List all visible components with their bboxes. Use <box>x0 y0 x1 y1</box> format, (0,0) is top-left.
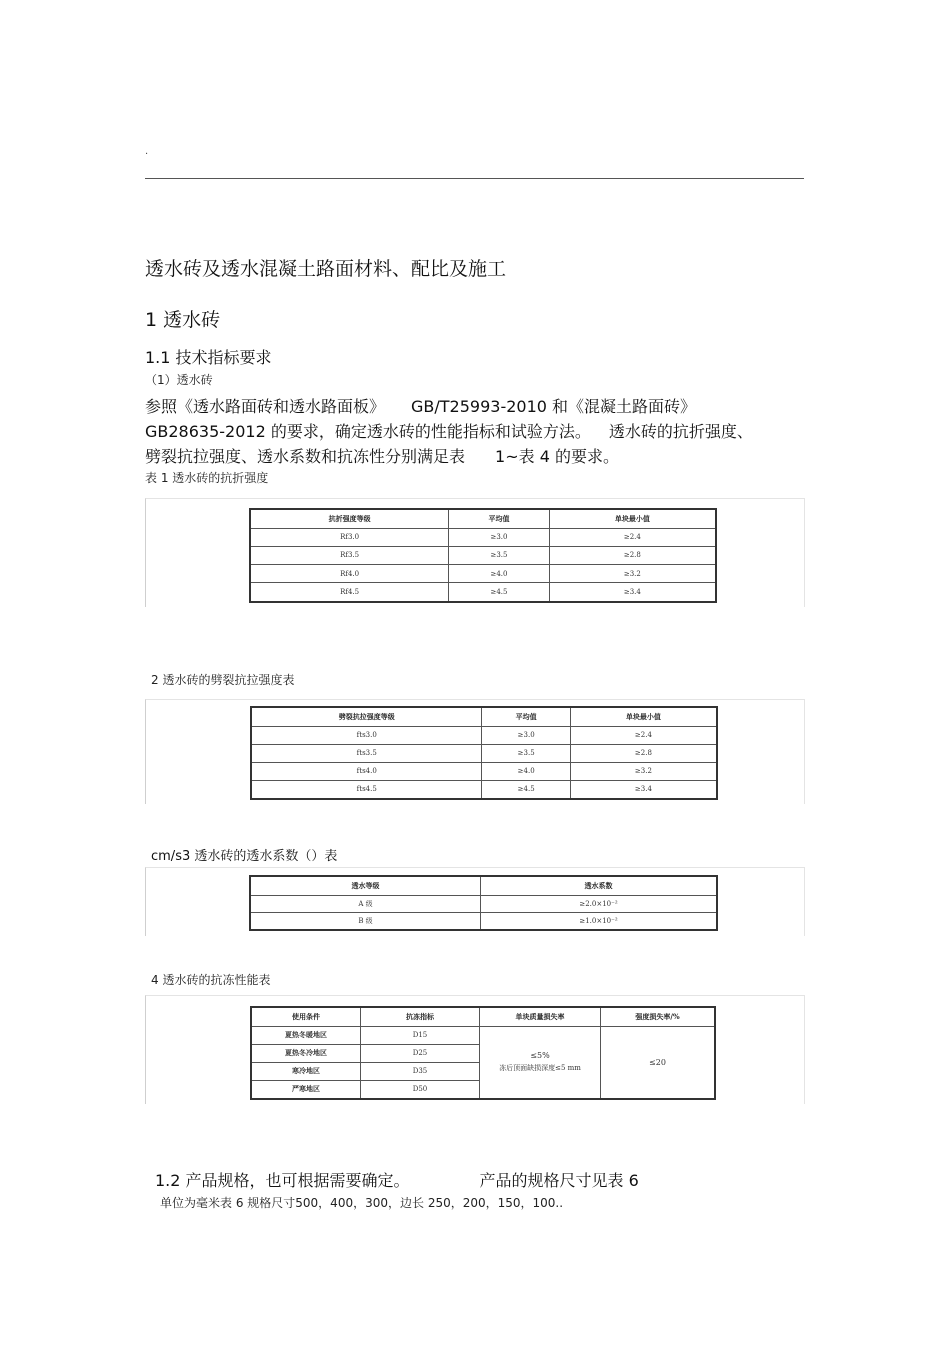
table-cell: fts4.0 <box>251 762 482 780</box>
table-cell: 寒冷地区 <box>251 1062 361 1080</box>
table-2-caption: 2 透水砖的劈裂抗拉强度表 <box>151 673 295 687</box>
paragraph-line-3-b: 1~表 4 的要求。 <box>495 447 619 466</box>
mass-loss-cell <box>480 1026 601 1099</box>
table-cell: ≥4.5 <box>449 583 550 602</box>
table-cell: ≥3.0 <box>449 528 550 546</box>
table-row <box>250 895 717 912</box>
doc-title: 透水砖及透水混凝土路面材料、配比及施工 <box>145 258 507 280</box>
spec-unit: 单位为毫米 <box>160 1196 221 1210</box>
table-cell: ≥2.8 <box>570 744 717 762</box>
table-2-header: 劈裂抗拉强度等级 <box>251 707 482 726</box>
paragraph-line-1-b: GB/T25993-2010 和《混凝土路面砖》 <box>411 397 697 416</box>
paragraph-line-3-a: 劈裂抗拉强度、透水系数和抗冻性分别满足表 <box>145 447 466 466</box>
header-dot: . <box>145 146 149 157</box>
table-row <box>250 528 716 546</box>
table-cell: Rf4.5 <box>250 583 449 602</box>
table-cell: ≥3.2 <box>549 564 716 582</box>
paragraph-line-2-b: 透水砖的抗折强度、 <box>608 422 753 441</box>
table-row <box>251 726 717 744</box>
table-1-header: 平均值 <box>449 509 550 528</box>
item-1-label: （1）透水砖 <box>145 373 213 387</box>
table-2-header: 单块最小值 <box>570 707 717 726</box>
mass-loss-value: ≤5% <box>530 1051 550 1061</box>
table-1 <box>249 508 717 603</box>
section-1-2-heading: 1.2 产品规格，也可根据需要确定。 <box>155 1171 410 1190</box>
table-cell: B 级 <box>250 912 481 930</box>
table-3 <box>249 875 718 931</box>
paragraph-line-2 <box>145 419 753 442</box>
table-row <box>251 1026 715 1044</box>
table-1-header: 单块最小值 <box>549 509 716 528</box>
spec-table-ref: 表 6 规格尺寸 <box>220 1196 296 1210</box>
table-cell: ≥3.4 <box>570 780 717 799</box>
paragraph-line-3 <box>145 444 619 467</box>
table-row <box>251 762 717 780</box>
paragraph-line-1-a: 参照《透水路面砖和透水路面板》 <box>145 397 386 416</box>
table-row <box>250 564 716 582</box>
table-4-caption: 4 透水砖的抗冻性能表 <box>151 973 271 987</box>
spec-values-a: 500，400，300，边 <box>295 1196 412 1210</box>
table-4 <box>250 1006 716 1100</box>
table-cell: ≥2.4 <box>549 528 716 546</box>
paragraph-line-2-a: GB28635-2012 的要求，确定透水砖的性能指标和试验方法。 <box>145 422 591 441</box>
table-cell: D35 <box>361 1062 480 1080</box>
table-row <box>251 780 717 799</box>
section-1-heading: 1 透水砖 <box>145 309 221 331</box>
table-cell: Rf3.5 <box>250 546 449 564</box>
table-cell: Rf3.0 <box>250 528 449 546</box>
table-row <box>251 744 717 762</box>
table-cell: fts3.5 <box>251 744 482 762</box>
section-1-2-line <box>155 1168 639 1191</box>
table-1-header: 抗折强度等级 <box>250 509 449 528</box>
table-cell: Rf4.0 <box>250 564 449 582</box>
table-cell: ≥4.5 <box>482 780 570 799</box>
table-3-header: 透水系数 <box>481 876 718 895</box>
strength-loss-cell: ≤20 <box>601 1026 716 1099</box>
table-row <box>250 583 716 602</box>
table-cell: fts4.5 <box>251 780 482 799</box>
table-cell: fts3.0 <box>251 726 482 744</box>
table-cell: D25 <box>361 1044 480 1062</box>
table-cell: ≥3.4 <box>549 583 716 602</box>
section-1-2-text: 产品的规格尺寸见表 6 <box>479 1171 639 1190</box>
table-cell: D50 <box>361 1080 480 1099</box>
table-4-header: 抗冻指标 <box>361 1007 480 1026</box>
table-row <box>250 546 716 564</box>
table-1-caption: 表 1 透水砖的抗折强度 <box>145 471 269 485</box>
table-cell: ≥3.5 <box>449 546 550 564</box>
table-4-header: 使用条件 <box>251 1007 361 1026</box>
header-rule <box>145 178 804 179</box>
table-cell: ≥4.0 <box>449 564 550 582</box>
spec-line <box>160 1194 563 1211</box>
table-row <box>250 912 717 930</box>
mass-loss-note: 冻后顶面缺损深度≤5 mm <box>499 1064 581 1073</box>
table-4-header: 单块质量损失率 <box>480 1007 601 1026</box>
table-cell: 夏热冬冷地区 <box>251 1044 361 1062</box>
spec-values-b: 长 250，200，150，100.. <box>412 1196 564 1210</box>
table-cell: ≥3.5 <box>482 744 570 762</box>
table-cell: ≥1.0×10⁻² <box>481 912 718 930</box>
table-4-header: 强度损失率/% <box>601 1007 716 1026</box>
table-2 <box>250 706 718 800</box>
table-cell: 严寒地区 <box>251 1080 361 1099</box>
section-1-1-heading: 1.1 技术指标要求 <box>145 348 272 367</box>
table-cell: ≥3.2 <box>570 762 717 780</box>
table-3-header: 透水等级 <box>250 876 481 895</box>
table-2-header: 平均值 <box>482 707 570 726</box>
table-cell: ≥2.8 <box>549 546 716 564</box>
table-3-caption: cm/s3 透水砖的透水系数（）表 <box>151 849 338 864</box>
table-cell: ≥2.4 <box>570 726 717 744</box>
paragraph-line-1 <box>145 394 696 417</box>
table-cell: A 级 <box>250 895 481 912</box>
table-cell: ≥3.0 <box>482 726 570 744</box>
table-cell: ≥2.0×10⁻² <box>481 895 718 912</box>
table-cell: 夏热冬暖地区 <box>251 1026 361 1044</box>
table-cell: ≥4.0 <box>482 762 570 780</box>
table-cell: D15 <box>361 1026 480 1044</box>
